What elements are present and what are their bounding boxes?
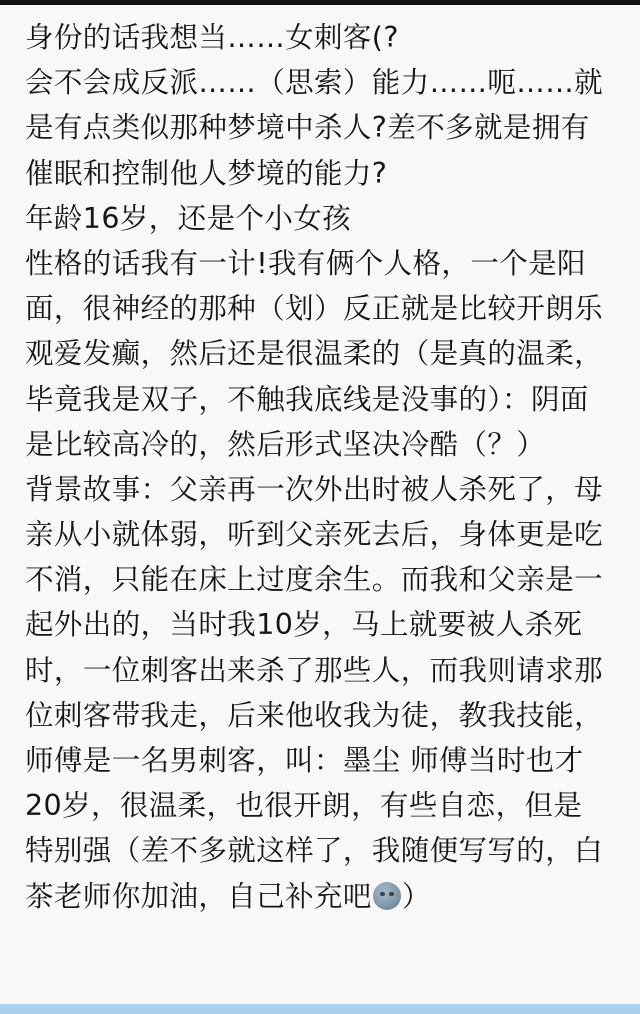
text-line-2: 会不会成反派……（思索）能力……呃……就: [25, 66, 604, 100]
blue-face-emoji-icon: [373, 882, 401, 910]
text-line-10: 是比较高冷的，然后形式坚决冷酷（？）: [25, 427, 546, 461]
post-content-panel: [0, 5, 640, 1004]
text-line-13: 不消，只能在床上过度余生。而我和父亲是一: [25, 563, 604, 597]
text-line-17: 师傅是一名男刺客，叫：墨尘 师傅当时也才: [25, 744, 584, 777]
text-line-11: 背景故事：父亲再一次外出时被人杀死了，母: [25, 472, 604, 506]
text-line-14: 起外出的，当时我10岁，马上就要被人杀死: [25, 608, 583, 642]
text-line-16: 位刺客带我走，后来他收我为徒，教我技能，: [25, 698, 604, 732]
text-line-20-start: 茶老师你加油，自己补充吧: [25, 879, 372, 913]
text-line-12: 亲从小就体弱，听到父亲死去后，身体更是吃: [25, 518, 604, 552]
text-line-20: [25, 874, 625, 919]
text-line-18: 20岁，很温柔，也很开朗，有些自恋，但是: [25, 789, 583, 823]
text-line-5: 年龄16岁，还是个小女孩: [25, 201, 352, 235]
text-line-1: 身份的话我想当……女刺客(?: [25, 21, 399, 54]
text-line-19: 特别强（差不多就这样了，我随便写写的，白: [25, 834, 604, 868]
bottom-edge-bar: [0, 1004, 640, 1014]
text-line-4: 催眠和控制他人梦境的能力?: [25, 156, 388, 190]
text-line-3: 是有点类似那种梦境中杀人?差不多就是拥有: [25, 111, 590, 145]
text-line-15: 时，一位刺客出来杀了那些人，而我则请求那: [25, 653, 604, 687]
text-line-20-end: ）: [401, 879, 431, 913]
text-line-6: 性格的话我有一计!我有俩个人格，一个是阳: [25, 246, 586, 280]
text-line-7: 面，很神经的那种（划）反正就是比较开朗乐: [25, 292, 604, 326]
text-line-9: 毕竟我是双子，不触我底线是没事的）：阴面: [25, 382, 589, 416]
post-text-body: [25, 15, 625, 919]
text-line-8: 观爱发癫，然后还是很温柔的（是真的温柔，: [25, 337, 604, 371]
